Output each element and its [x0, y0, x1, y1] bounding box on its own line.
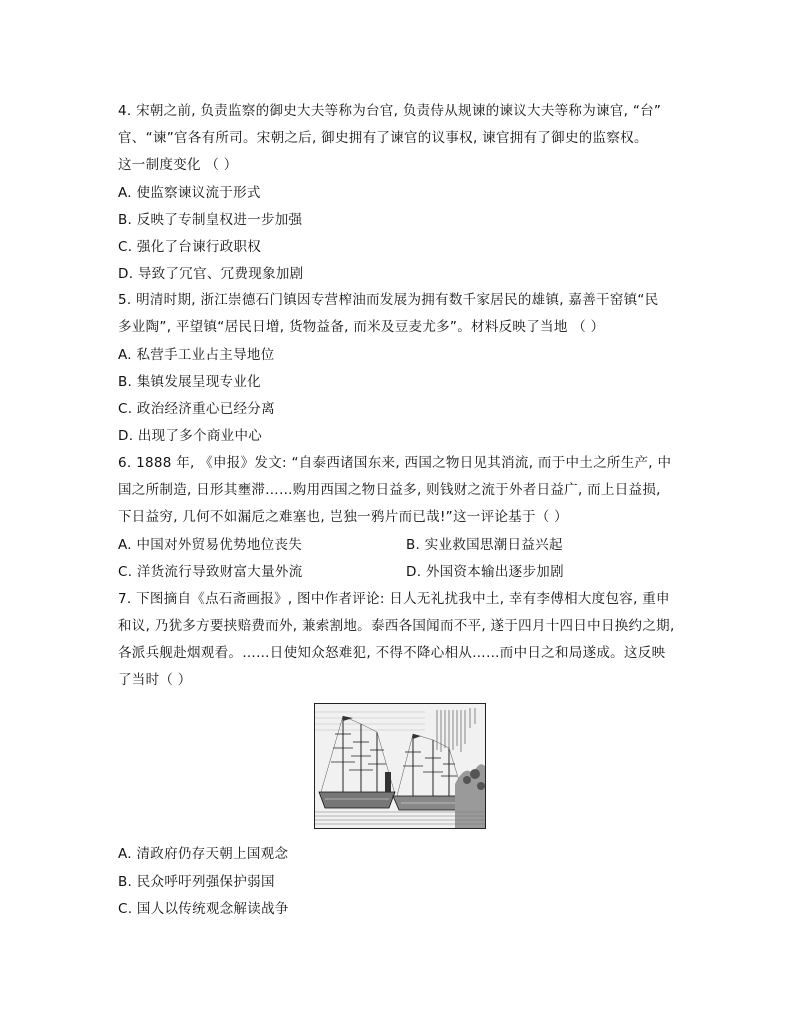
q5-option-c[interactable]: C. 政治经济重心已经分离	[118, 401, 275, 417]
q7-option-b[interactable]: B. 民众呼吁列强保护弱国	[118, 874, 275, 890]
q6-stem-line-3: 下日益穷, 几何不如漏卮之难塞也, 岂独一鸦片而已哉!”这一评论基于（ ）	[118, 509, 568, 525]
q7-stem-line-3: 各派兵舰赴烟观看。……日使知众怒难犯, 不得不降心相从……而中日之和局遂成。这反映	[118, 645, 666, 661]
q6-option-b[interactable]: B. 实业救国思潮日益兴起	[406, 537, 563, 553]
q4-stem-line-1: 4. 宋朝之前, 负责监察的御史大夫等称为台官, 负责侍从规谏的谏议大夫等称为谏官, “台”	[118, 103, 662, 119]
q4-option-d[interactable]: D. 导致了冗官、冗费现象加剧	[118, 266, 304, 282]
q7-stem-line-1: 7. 下图摘自《点石斋画报》, 图中作者评论: 日人无礼扰我中土, 幸有李傅相大度包容, 重申	[118, 591, 670, 607]
q5-option-b[interactable]: B. 集镇发展呈现专业化	[118, 374, 261, 390]
dianshizhai-illustration	[314, 703, 486, 829]
q4-option-a[interactable]: A. 使监察谏议流于形式	[118, 185, 261, 201]
q5-option-a[interactable]: A. 私营手工业占主导地位	[118, 347, 275, 363]
q6-stem-line-2: 国之所制造, 日形其壅滞……购用西国之物日益多, 则钱财之流于外者日益广, 而上日益损,	[118, 482, 661, 498]
q4-stem-line-2: 官、“谏”官各有所司。宋朝之后, 御史拥有了谏官的议事权, 谏官拥有了御史的监察权。	[118, 130, 648, 146]
q5-stem-line-1: 5. 明清时期, 浙江崇德石门镇因专营榨油而发展为拥有数千家居民的雄镇, 嘉善干窑镇“民	[118, 292, 659, 308]
q7-option-c[interactable]: C. 国人以传统观念解读战争	[118, 901, 289, 917]
q5-option-d[interactable]: D. 出现了多个商业中心	[118, 428, 263, 444]
q6-stem-line-1: 6. 1888 年, 《申报》发文: “自泰西诸国东来, 西国之物日见其消流, 而于中土之所生产, 中	[118, 455, 672, 471]
q4-stem-line-3: 这一制度变化 （ ）	[118, 157, 238, 173]
q6-option-a[interactable]: A. 中国对外贸易优势地位丧失	[118, 537, 303, 553]
q7-option-a[interactable]: A. 清政府仍存天朝上国观念	[118, 846, 289, 862]
q7-stem-line-2: 和议, 乃犹多方要挟赔费而外, 兼索割地。泰西各国闻而不平, 遂于四月十四日中日换约之期,	[118, 618, 675, 634]
q5-stem-line-2: 多业陶”, 平望镇“居民日增, 货物益备, 而米及豆麦尤多”。材料反映了当地 （ ）	[118, 319, 605, 335]
q4-option-b[interactable]: B. 反映了专制皇权进一步加强	[118, 212, 303, 228]
q7-stem-line-4: 了当时（ ）	[118, 672, 192, 688]
q6-option-d[interactable]: D. 外国资本输出逐步加剧	[406, 564, 564, 580]
q6-option-c[interactable]: C. 洋货流行导致财富大量外流	[118, 564, 303, 580]
q4-option-c[interactable]: C. 强化了台谏行政职权	[118, 239, 262, 255]
